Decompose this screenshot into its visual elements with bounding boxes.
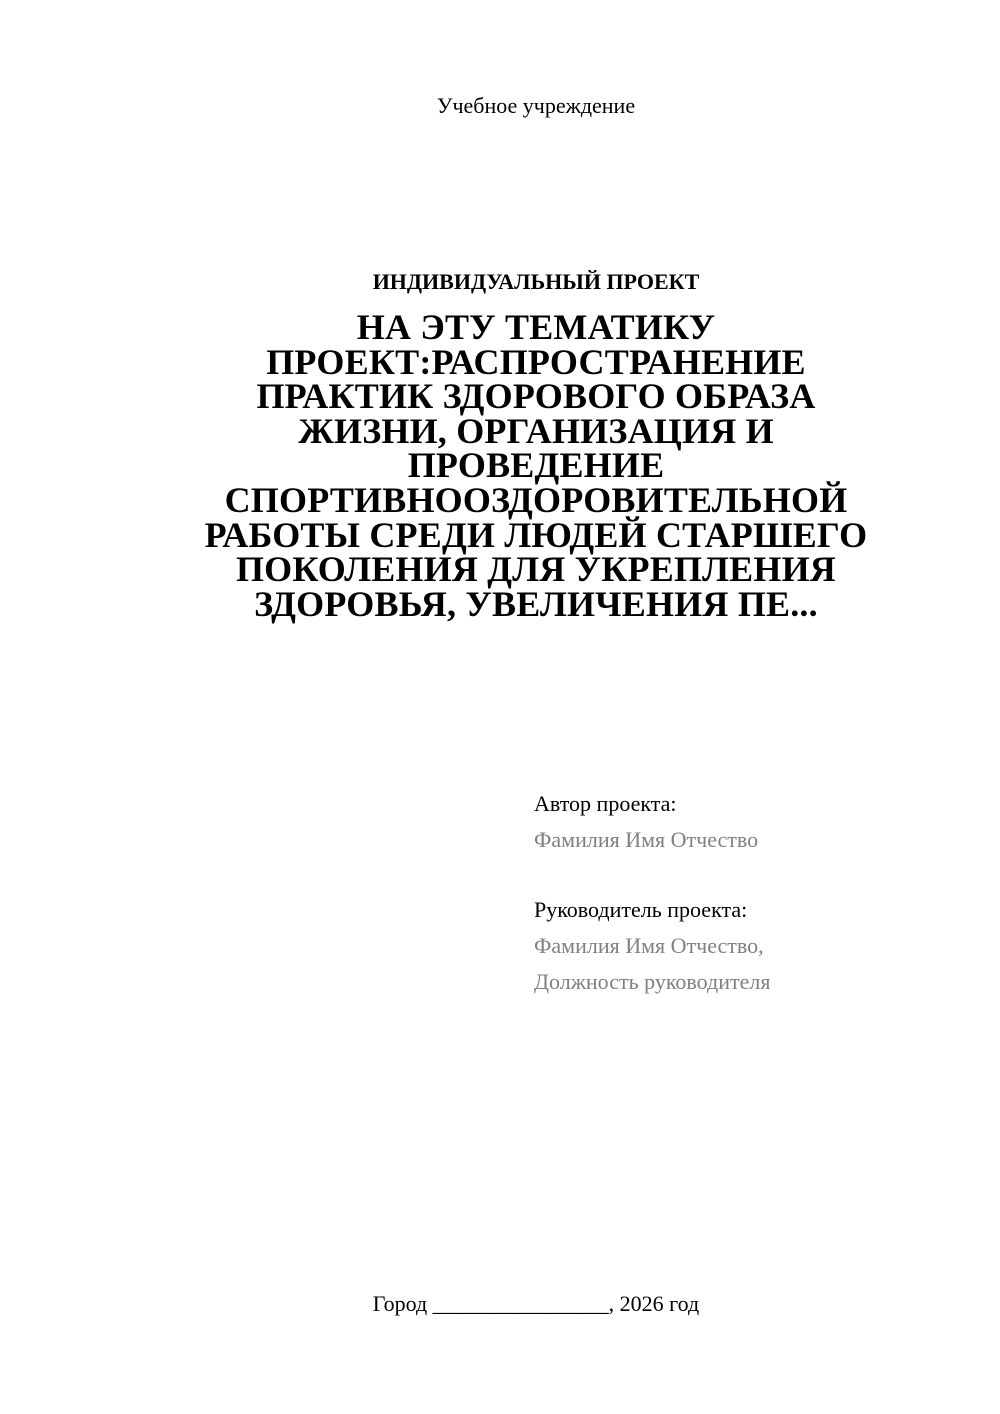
supervisor-position-placeholder: Должность руководителя bbox=[534, 969, 771, 994]
project-title-line: СПОРТИВНООЗДОРОВИТЕЛЬНОЙ bbox=[224, 479, 848, 520]
author-label: Автор проекта: bbox=[534, 791, 677, 816]
project-type-heading: ИНДИВИДУАЛЬНЫЙ ПРОЕКТ bbox=[372, 269, 700, 294]
institution-name: Учебное учреждение bbox=[436, 93, 636, 118]
project-title-line: ПОКОЛЕНИЯ ДЛЯ УКРЕПЛЕНИЯ bbox=[235, 549, 836, 590]
supervisor-name-placeholder: Фамилия Имя Отчество, bbox=[534, 933, 764, 958]
project-title-line: ПРОВЕДЕНИЕ bbox=[407, 445, 665, 486]
city-year-line: Город ________________, 2026 год bbox=[372, 1291, 700, 1316]
project-title-line: ПРОЕКТ:РАСПРОСТРАНЕНИЕ bbox=[266, 341, 806, 382]
authors-spacer bbox=[534, 858, 974, 892]
project-title-line: ПРАКТИК ЗДОРОВОГО ОБРАЗА bbox=[256, 376, 816, 417]
project-title bbox=[140, 307, 932, 624]
supervisor-label: Руководитель проекта: bbox=[534, 897, 748, 922]
author-name-placeholder: Фамилия Имя Отчество bbox=[534, 827, 759, 852]
project-title-line: НА ЭТУ ТЕМАТИКУ bbox=[356, 307, 716, 347]
project-title-line: РАБОТЫ СРЕДИ ЛЮДЕЙ СТАРШЕГО bbox=[204, 514, 868, 555]
project-title-line: ЖИЗНИ, ОРГАНИЗАЦИЯ И bbox=[298, 410, 774, 451]
project-title-line: ЗДОРОВЬЯ, УВЕЛИЧЕНИЯ ПЕ... bbox=[254, 583, 818, 624]
authors-block bbox=[534, 786, 974, 1000]
